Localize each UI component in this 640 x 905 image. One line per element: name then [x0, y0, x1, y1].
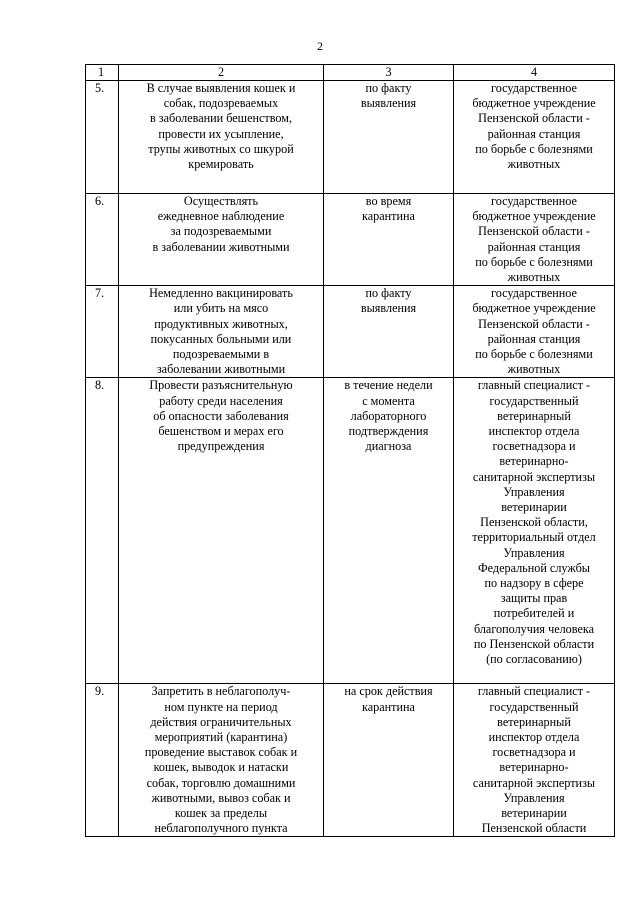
action-cell	[119, 378, 324, 684]
row-number: 7.	[86, 286, 119, 378]
action-text: Запретить в неблагополуч- ном пункте на период действия ограничительных мероприятий (карантина) проведение выставок собак и кошек, выводок и натаски собак, торговлю домашними животными, вывоз собак и кошек за пределы неблагополучного пункта	[144, 684, 298, 836]
column-header-term: 3	[324, 65, 454, 81]
term-cell	[324, 81, 454, 194]
action-cell	[119, 194, 324, 286]
action-text: Осуществлять ежедневное наблюдение за подозреваемыми в заболевании животными	[152, 194, 290, 254]
action-cell	[119, 286, 324, 378]
action-cell	[119, 684, 324, 837]
responsible-cell	[454, 378, 615, 684]
row-number: 8.	[86, 378, 119, 684]
responsible-text: главный специалист - государственный ветеринарный инспектор отдела госветнадзора и ветеринарно- санитарной экспертизы Управления ветеринарии Пензенской области	[472, 684, 596, 836]
table-row	[86, 286, 615, 378]
term-text: на срок действия карантина	[344, 684, 433, 714]
action-text: Немедленно вакцинировать или убить на мясо продуктивных животных, покусанных больными или подозреваемыми в заболевании животными	[149, 286, 293, 377]
responsible-text: государственное бюджетное учреждение Пензенской области - районная станция по борьбе с болезнями животных	[472, 286, 596, 377]
responsible-text: главный специалист - государственный ветеринарный инспектор отдела госветнадзора и ветеринарно- санитарной экспертизы Управления ветеринарии Пензенской области, территориальный отдел Управления Федеральной службы по надзору в сфере защиты прав потребителей и благополучия человека по Пензенской области (по согласованию)	[472, 378, 596, 667]
column-header-number: 1	[86, 65, 119, 81]
term-text: в течение недели с момента лабораторного подтверждения диагноза	[344, 378, 433, 454]
row-number: 5.	[86, 81, 119, 194]
responsible-cell	[454, 286, 615, 378]
term-text: во время карантина	[362, 194, 415, 224]
term-cell	[324, 194, 454, 286]
page-number: 2	[317, 39, 323, 53]
action-text: В случае выявления кошек и собак, подозреваемых в заболевании бешенством, провести их усыпление, трупы животных со шкурой кремировать	[146, 81, 296, 172]
table-row	[86, 378, 615, 684]
term-cell	[324, 684, 454, 837]
responsible-cell	[454, 81, 615, 194]
measures-table	[85, 64, 615, 837]
row-number: 9.	[86, 684, 119, 837]
table-row	[86, 684, 615, 837]
responsible-cell	[454, 684, 615, 837]
action-text: Провести разъяснительную работу среди населения об опасности заболевания бешенством и мерах его предупреждения	[149, 378, 293, 454]
responsible-text: государственное бюджетное учреждение Пензенской области - районная станция по борьбе с болезнями животных	[472, 81, 596, 172]
table-row	[86, 194, 615, 286]
table-header-row	[86, 65, 615, 81]
responsible-text: государственное бюджетное учреждение Пензенской области - районная станция по борьбе с болезнями животных	[472, 194, 596, 285]
row-number: 6.	[86, 194, 119, 286]
term-text: по факту выявления	[360, 286, 417, 316]
table-row	[86, 81, 615, 194]
term-text: по факту выявления	[360, 81, 417, 111]
column-header-action: 2	[119, 65, 324, 81]
term-cell	[324, 378, 454, 684]
column-header-responsible: 4	[454, 65, 615, 81]
responsible-cell	[454, 194, 615, 286]
action-cell	[119, 81, 324, 194]
term-cell	[324, 286, 454, 378]
